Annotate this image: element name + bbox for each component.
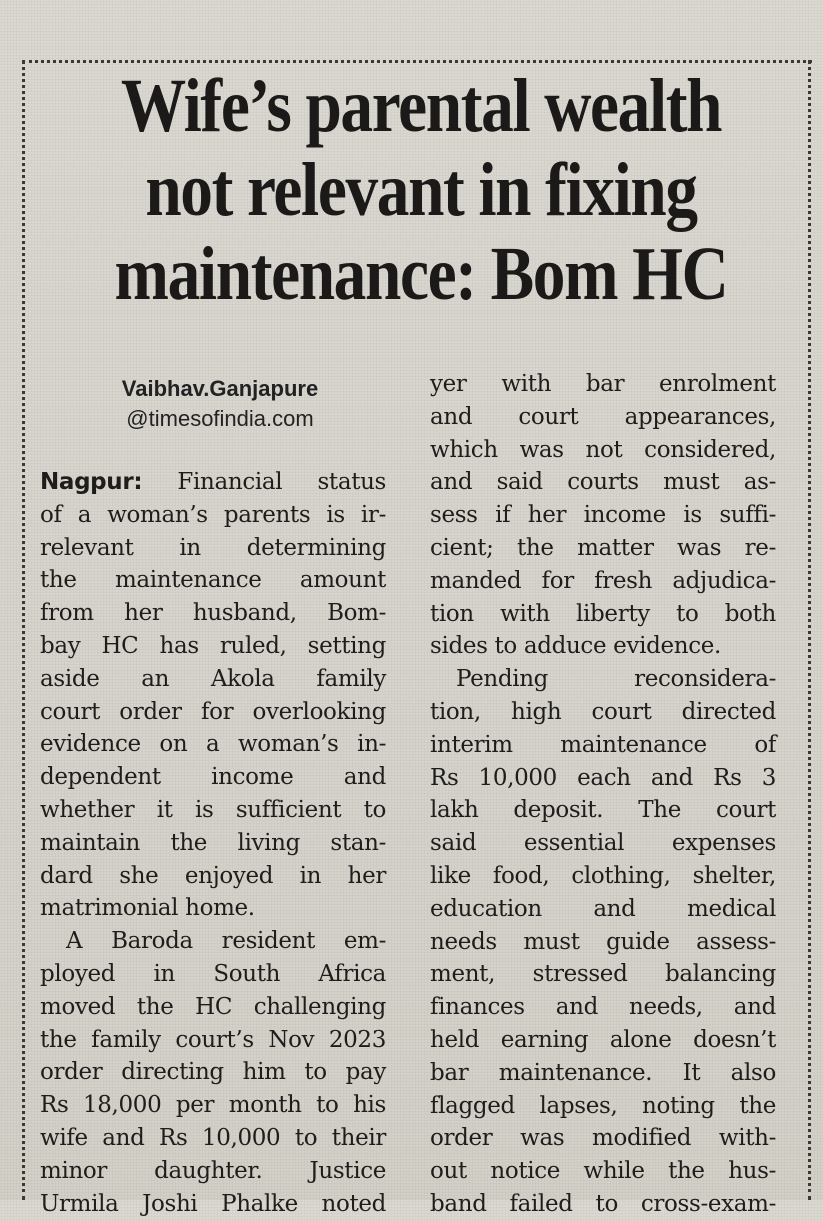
- text-line: moved the HC challenging: [40, 993, 386, 1020]
- text-line: finances and needs, and: [430, 994, 776, 1021]
- text-line: held earning alone doesn’t: [430, 1026, 776, 1053]
- text-line: ment, stressed balancing: [430, 961, 776, 988]
- paragraph: [430, 663, 776, 1221]
- text-line: aside an Akola family: [40, 665, 386, 692]
- text-line: dependent income and: [40, 764, 386, 791]
- text-line: dard she enjoyed in her: [40, 862, 386, 889]
- text-line: wife and Rs 10,000 to their: [40, 1124, 386, 1151]
- headline-line: maintenance: Bom HC: [114, 232, 728, 316]
- headline-line: not relevant in fixing: [145, 148, 697, 232]
- dateline: Nagpur:: [40, 469, 143, 495]
- text-line: sides to adduce evidence.: [430, 633, 721, 660]
- text-line: interim maintenance of: [430, 731, 776, 758]
- text-line: yer with bar enrolment: [430, 371, 776, 397]
- dotted-border-left: [22, 60, 25, 1200]
- paragraph: [430, 368, 776, 663]
- text-line: tion with liberty to both: [430, 600, 776, 627]
- text-line: cient; the matter was re-: [430, 534, 776, 561]
- text-line: tion, high court directed: [430, 698, 776, 725]
- headline-line: Wife’s parental wealth: [120, 64, 722, 148]
- dotted-border-right: [808, 60, 811, 1200]
- dotted-border-top: [22, 60, 812, 63]
- text-line: bar maintenance. It also: [430, 1059, 776, 1086]
- text-line: sess if her income is suffi-: [430, 502, 776, 529]
- text-line: matrimonial home.: [40, 895, 255, 922]
- text-line: relevant in determining: [40, 534, 386, 561]
- text-line: Rs 10,000 each and Rs 3: [430, 764, 776, 791]
- text-line: bay HC has ruled, setting: [40, 632, 386, 659]
- text-line: minor daughter. Justice: [40, 1157, 386, 1184]
- headline: [90, 64, 752, 316]
- text-line: the family court’s Nov 2023: [40, 1026, 386, 1053]
- text-line: and said courts must as-: [430, 469, 776, 496]
- text-line: whether it is sufficient to: [40, 796, 386, 823]
- text-line: Pending reconsidera-: [456, 666, 776, 693]
- text-line: the maintenance amount: [40, 567, 386, 594]
- text-line: needs must guide assess-: [430, 928, 776, 955]
- text-line: like food, clothing, shelter,: [430, 862, 776, 889]
- text-line: court order for overlooking: [40, 698, 386, 725]
- text-line: said essential expenses: [430, 830, 776, 857]
- text-line: Nagpur: Financial status: [40, 469, 386, 495]
- text-line: from her husband, Bom-: [40, 600, 386, 627]
- text-line: which was not considered,: [430, 436, 776, 463]
- byline-email: @timesofindia.com: [126, 406, 314, 431]
- text-line: of a woman’s parents is ir-: [40, 501, 386, 528]
- text-line: order directing him to pay: [40, 1059, 386, 1086]
- text-line: A Baroda resident em-: [66, 928, 386, 955]
- text-line: Urmila Joshi Phalke noted: [40, 1190, 386, 1217]
- article-column-left: [40, 466, 386, 1220]
- text-line: flagged lapses, noting the: [430, 1092, 776, 1119]
- text-line: manded for fresh adjudica-: [430, 567, 776, 594]
- byline: [40, 374, 400, 434]
- paragraph: [40, 925, 386, 1220]
- paragraph: [40, 466, 386, 925]
- byline-author: Vaibhav.Ganjapure: [121, 376, 319, 401]
- text-line: evidence on a woman’s in-: [40, 731, 386, 758]
- article-column-right: [430, 368, 776, 1221]
- text-line: band failed to cross-exam-: [430, 1190, 776, 1217]
- text-line: education and medical: [430, 895, 776, 922]
- text-line: Rs 18,000 per month to his: [40, 1092, 386, 1119]
- text-line: out notice while the hus-: [430, 1158, 776, 1185]
- text-line: order was modified with-: [430, 1125, 776, 1152]
- text-line: maintain the living stan-: [40, 829, 386, 856]
- text-line: and court appearances,: [430, 403, 776, 430]
- text-line: ployed in South Africa: [40, 960, 386, 987]
- text-line: lakh deposit. The court: [430, 797, 776, 824]
